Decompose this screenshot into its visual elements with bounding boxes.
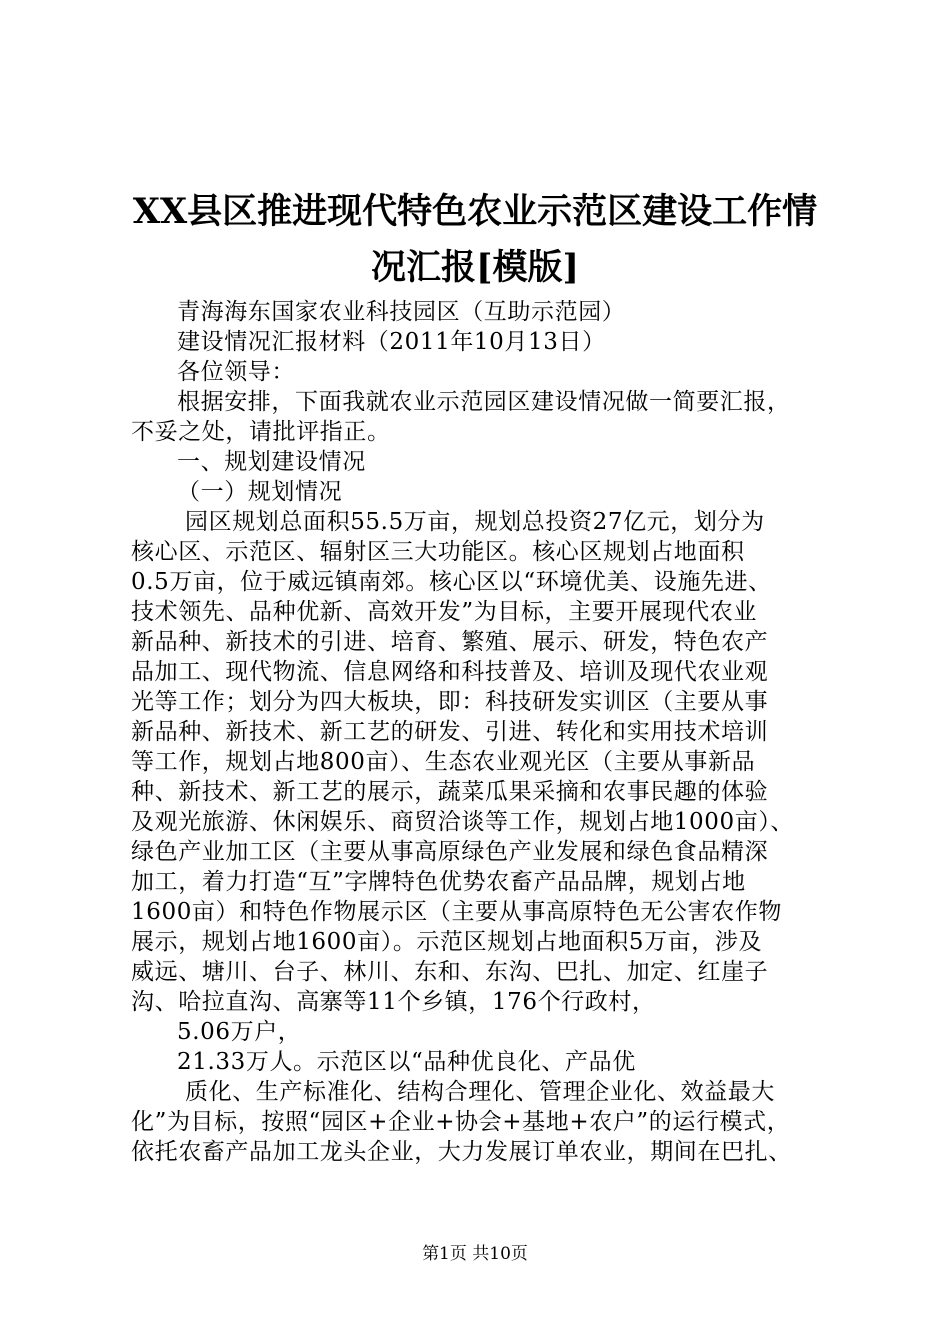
body-line: 品加工、现代物流、信息网络和科技普及、培训及现代农业观 — [131, 659, 769, 685]
body-line: 青海海东国家农业科技园区（互助示范园） — [177, 299, 626, 325]
body-line: 依托农畜产品加工龙头企业，大力发展订单农业，期间在巴扎、 — [131, 1139, 792, 1165]
body-line: 加工，着力打造“互”字牌特色优势农畜产品品牌，规划占地 — [131, 869, 746, 895]
body-line: 等工作，规划占地800亩）、生态农业观光区（主要从事新品 — [131, 749, 756, 775]
body-line: 不妥之处，请批评指正。 — [131, 419, 391, 445]
body-line: 质化、生产标准化、结构合理化、管理企业化、效益最大 — [185, 1079, 775, 1105]
body-line: 5.06万户， — [177, 1019, 302, 1045]
body-line: 根据安排，下面我就农业示范园区建设情况做一简要汇报， — [177, 389, 791, 415]
document-title-line-1: XX县区推进现代特色农业示范区建设工作情 — [132, 191, 818, 232]
document-title-line-2: 况汇报[模版] — [370, 247, 580, 288]
body-line: 园区规划总面积55.5万亩，规划总投资27亿元，划分为 — [185, 509, 765, 535]
body-line: 光等工作；划分为四大板块，即：科技研发实训区（主要从事 — [131, 689, 769, 715]
body-line: （一）规划情况 — [177, 479, 343, 505]
document-body — [131, 297, 831, 1167]
body-line: 绿色产业加工区（主要从事高原绿色产业发展和绿色食品精深 — [131, 839, 769, 865]
body-line: 种、新技术、新工艺的展示，蔬菜瓜果采摘和农事民趣的体验 — [131, 779, 769, 805]
body-line: 1600亩）和特色作物展示区（主要从事高原特色无公害农作物 — [131, 899, 782, 925]
body-line: 新品种、新技术、新工艺的研发、引进、转化和实用技术培训 — [131, 719, 769, 745]
body-line: 建设情况汇报材料（2011年10月13日） — [177, 329, 606, 355]
body-line: 展示，规划占地1600亩）。示范区规划占地面积5万亩，涉及 — [131, 929, 763, 955]
body-line: 及观光旅游、休闲娱乐、商贸洽谈等工作，规划占地1000亩）、 — [131, 809, 795, 835]
body-line: 沟、哈拉直沟、高寨等11个乡镇，176个行政村， — [131, 989, 656, 1015]
body-line: 新品种、新技术的引进、培育、繁殖、展示、研发，特色农产 — [131, 629, 769, 655]
body-line: 0.5万亩，位于威远镇南郊。核心区以“环境优美、设施先进、 — [131, 569, 772, 595]
body-line: 威远、塘川、台子、林川、东和、东沟、巴扎、加定、红崖子 — [131, 959, 769, 985]
body-line: 核心区、示范区、辐射区三大功能区。核心区规划占地面积 — [131, 539, 745, 565]
body-line: 技术领先、品种优新、高效开发”为目标，主要开展现代农业 — [131, 599, 757, 625]
body-line: 一、规划建设情况 — [177, 449, 366, 475]
body-line: 化”为目标，按照“园区+企业+协会+基地+农户”的运行模式， — [131, 1109, 791, 1135]
body-line: 21.33万人。示范区以“品种优良化、产品优 — [177, 1049, 636, 1075]
body-line: 各位领导： — [177, 359, 295, 385]
page-footer: 第1页 共10页 — [422, 1244, 528, 1264]
